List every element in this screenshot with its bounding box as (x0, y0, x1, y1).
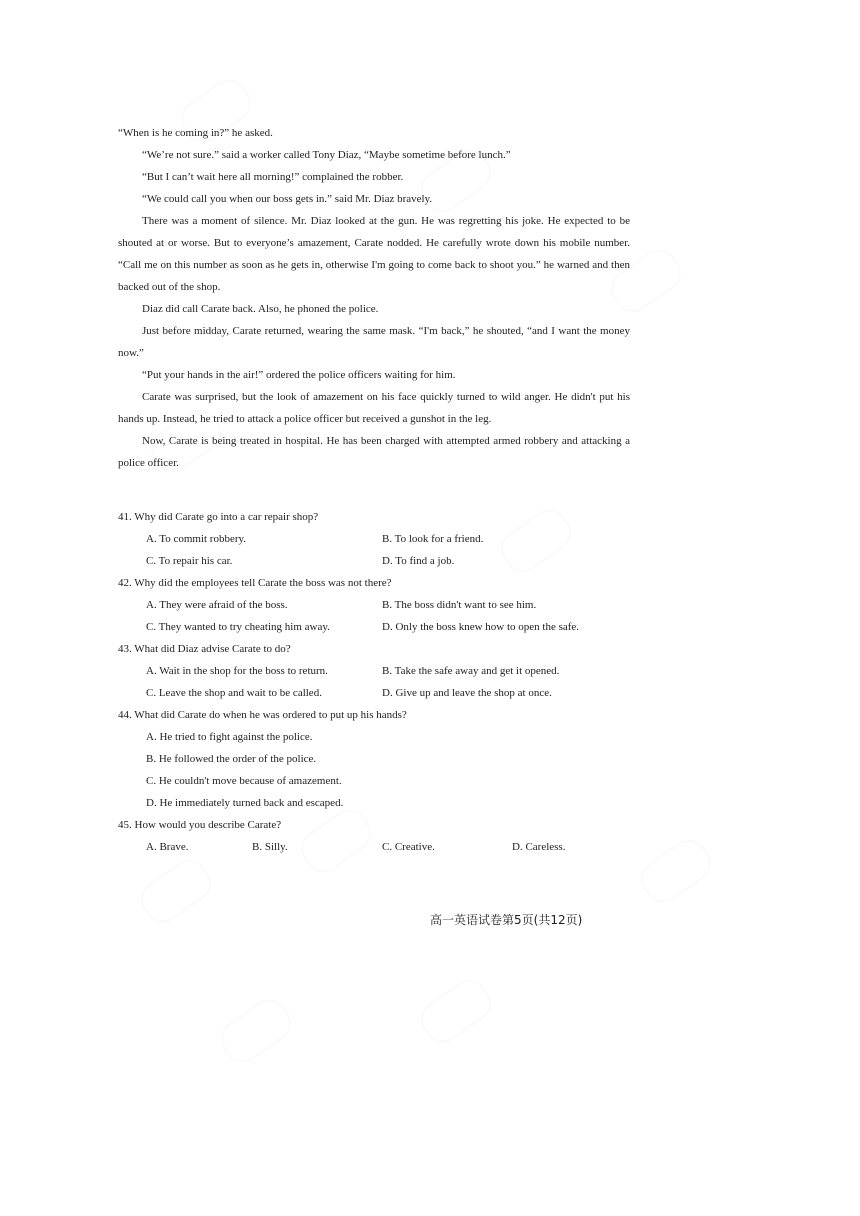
passage-paragraph: Carate was surprised, but the look of amazement on his face quickly turned to wild anger. He didn't put his hands up. Instead, he tried to attack a police officer but received a gunshot in the leg. (118, 391, 630, 425)
question-44 (118, 704, 638, 814)
option-d: D. To find a job. (382, 555, 455, 567)
option-b: B. He followed the order of the police. (146, 753, 317, 765)
watermark-mark (214, 993, 297, 1069)
question-stem: 42. Why did the employees tell Carate the boss was not there? (118, 577, 392, 589)
passage-paragraph: There was a moment of silence. Mr. Diaz looked at the gun. He was regretting his joke. He expected to be shouted at or worse. But to everyone’s amazement, Carate nodded. He carefully wrote down his mobile number. “Call me on this number as soon as he gets in, otherwise I'm going to come back to shoot you.” he warned and then backed out of the shop. (118, 215, 630, 293)
question-stem: 44. What did Carate do when he was ordered to put up his hands? (118, 709, 407, 721)
option-c: C. To repair his car. (146, 555, 233, 567)
watermark-mark (134, 853, 217, 929)
question-43 (118, 638, 638, 704)
question-stem: 43. What did Diaz advise Carate to do? (118, 643, 291, 655)
option-c: C. Leave the shop and wait to be called. (146, 687, 322, 699)
question-stem: 41. Why did Carate go into a car repair shop? (118, 511, 319, 523)
option-b: B. To look for a friend. (382, 533, 484, 545)
option-b: B. The boss didn't want to see him. (382, 599, 537, 611)
passage-paragraph: Just before midday, Carate returned, wearing the same mask. “I'm back,” he shouted, “and I want the money now.” (118, 325, 630, 359)
option-d: D. Only the boss knew how to open the safe. (382, 621, 580, 633)
passage-paragraph: “We’re not sure.” said a worker called Tony Diaz, “Maybe sometime before lunch.” (142, 149, 511, 161)
option-c: C. They wanted to try cheating him away. (146, 621, 330, 633)
option-a: A. Brave. (146, 841, 189, 853)
passage-paragraph: “Put your hands in the air!” ordered the police officers waiting for him. (142, 369, 456, 381)
option-b: B. Silly. (252, 841, 288, 853)
passage-paragraph: “When is he coming in?” he asked. (118, 127, 273, 139)
option-a: A. To commit robbery. (146, 533, 247, 545)
passage-paragraph: Diaz did call Carate back. Also, he phoned the police. (142, 303, 379, 315)
question-stem: 45. How would you describe Carate? (118, 819, 282, 831)
passage-paragraph: “But I can’t wait here all morning!” complained the robber. (142, 171, 404, 183)
passage-paragraph: Now, Carate is being treated in hospital. He has been charged with attempted armed robbery and attacking a police officer. (118, 435, 630, 469)
question-45 (118, 814, 638, 858)
watermark-mark (414, 973, 497, 1049)
option-d: D. Give up and leave the shop at once. (382, 687, 552, 699)
reading-passage (118, 122, 630, 474)
question-41 (118, 506, 638, 572)
option-d: D. He immediately turned back and escaped. (146, 797, 344, 809)
option-a: A. He tried to fight against the police. (146, 731, 313, 743)
passage-paragraph: “We could call you when our boss gets in.” said Mr. Diaz bravely. (142, 193, 433, 205)
option-a: A. Wait in the shop for the boss to return. (146, 665, 328, 677)
question-list (118, 506, 638, 858)
watermark-mark (634, 833, 717, 909)
option-a: A. They were afraid of the boss. (146, 599, 288, 611)
page-footer: 高一英语试卷第5页(共12页) (430, 913, 583, 927)
option-c: C. He couldn't move because of amazement. (146, 775, 342, 787)
option-c: C. Creative. (382, 841, 435, 853)
option-d: D. Careless. (512, 841, 566, 853)
question-42 (118, 572, 638, 638)
option-b: B. Take the safe away and get it opened. (382, 665, 560, 677)
